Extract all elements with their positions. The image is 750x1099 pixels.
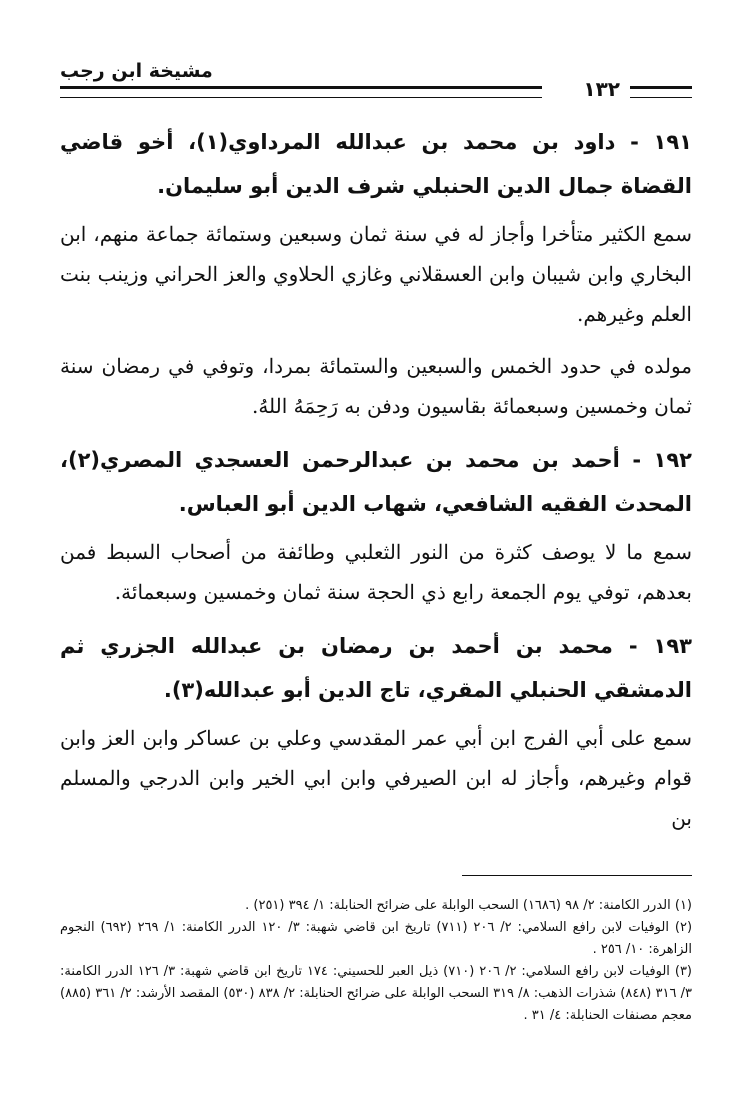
- book-page: [60, 50, 693, 1023]
- running-header: [60, 50, 692, 101]
- entry-191: [60, 120, 692, 426]
- header-rule-long: [60, 86, 542, 98]
- entry-heading: ١٩١ - داود بن محمد بن عبدالله المرداوي(١)، أخو قاضي القضاة جمال الدين الحنبلي شرف الدين أبو سليمان.: [60, 130, 692, 198]
- book-title: مشيخة ابن رجب: [60, 60, 213, 82]
- entry-193: [60, 624, 692, 838]
- entry-paragraph: سمع الكثير متأخرا وأجاز له في سنة ثمان وسبعين وستمائة جماعة منهم، ابن البخاري وابن شيبان وابن العسقلاني وغازي الحلاوي والعز الحراني وزينب بنت العلم وغيرهم.: [60, 222, 692, 326]
- footnotes: [60, 895, 692, 1027]
- footnote-3: (٣) الوفيات لابن رافع السلامي: ٢/ ٢٠٦ (٧١٠) ذيل العبر للحسيني: ١٧٤ تاريخ ابن قاضي شهبة: ٣/ ١٢٦ الدرر الكامنة: ٣/ ٣١٦ (٨٤٨) شذرات الذهب: ٨/ ٣١٩ السحب الوابلة على ضرائح الحنابلة: ٢/ ٨٣٨ (٥٣٠) المقصد الأرشد: ٢/ ٣٦١ (٨٨٥) معجم مصنفات الحنابلة: ٤/ ٣١ .: [60, 964, 693, 1023]
- footnote-1: (١) الدرر الكامنة: ٢/ ٩٨ (١٦٨٦) السحب الوابلة على ضرائح الحنابلة: ١/ ٣٩٤ (٢٥١) .: [245, 898, 692, 913]
- entry-heading: ١٩٢ - أحمد بن محمد بن عبدالرحمن العسجدي المصري(٢)، المحدث الفقيه الشافعي، شهاب الدين أبو العباس.: [60, 448, 692, 516]
- header-rule-short: [630, 86, 692, 98]
- entry-paragraph: سمع على أبي الفرج ابن أبي عمر المقدسي وعلي بن عساكر وابن العز وابن قوام وغيرهم، وأجاز له ابن الصيرفي وابن ابي الخير وابن الدرجي والمسلم بن: [60, 726, 692, 830]
- entry-paragraph: مولده في حدود الخمس والسبعين والستمائة بمردا، وتوفي في رمضان سنة ثمان وخمسين وسبعمائة بقاسيون ودفن به رَحِمَهُ اللهُ.: [60, 354, 692, 418]
- footnote-divider: [462, 875, 692, 876]
- entry-heading: ١٩٣ - محمد بن أحمد بن رمضان بن عبدالله الجزري ثم الدمشقي الحنبلي المقري، تاج الدين أبو عبدالله(٣).: [60, 634, 692, 702]
- entry-paragraph: سمع ما لا يوصف كثرة من النور الثعلبي وطائفة من أصحاب السبط فمن بعدهم، توفي يوم الجمعة رابع ذي الحجة سنة ثمان وخمسين وسبعمائة.: [60, 540, 692, 604]
- entry-192: [60, 438, 692, 612]
- page-number: ١٣٢: [583, 77, 620, 101]
- page-content: [60, 120, 692, 850]
- footnote-2: (٢) الوفيات لابن رافع السلامي: ٢/ ٢٠٦ (٧١١) تاريخ ابن قاضي شهبة: ٣/ ١٢٠ الدرر الكامنة: ١/ ٢٦٩ (٦٩٢) النجوم الزاهرة: ١٠/ ٢٥٦ .: [60, 920, 693, 957]
